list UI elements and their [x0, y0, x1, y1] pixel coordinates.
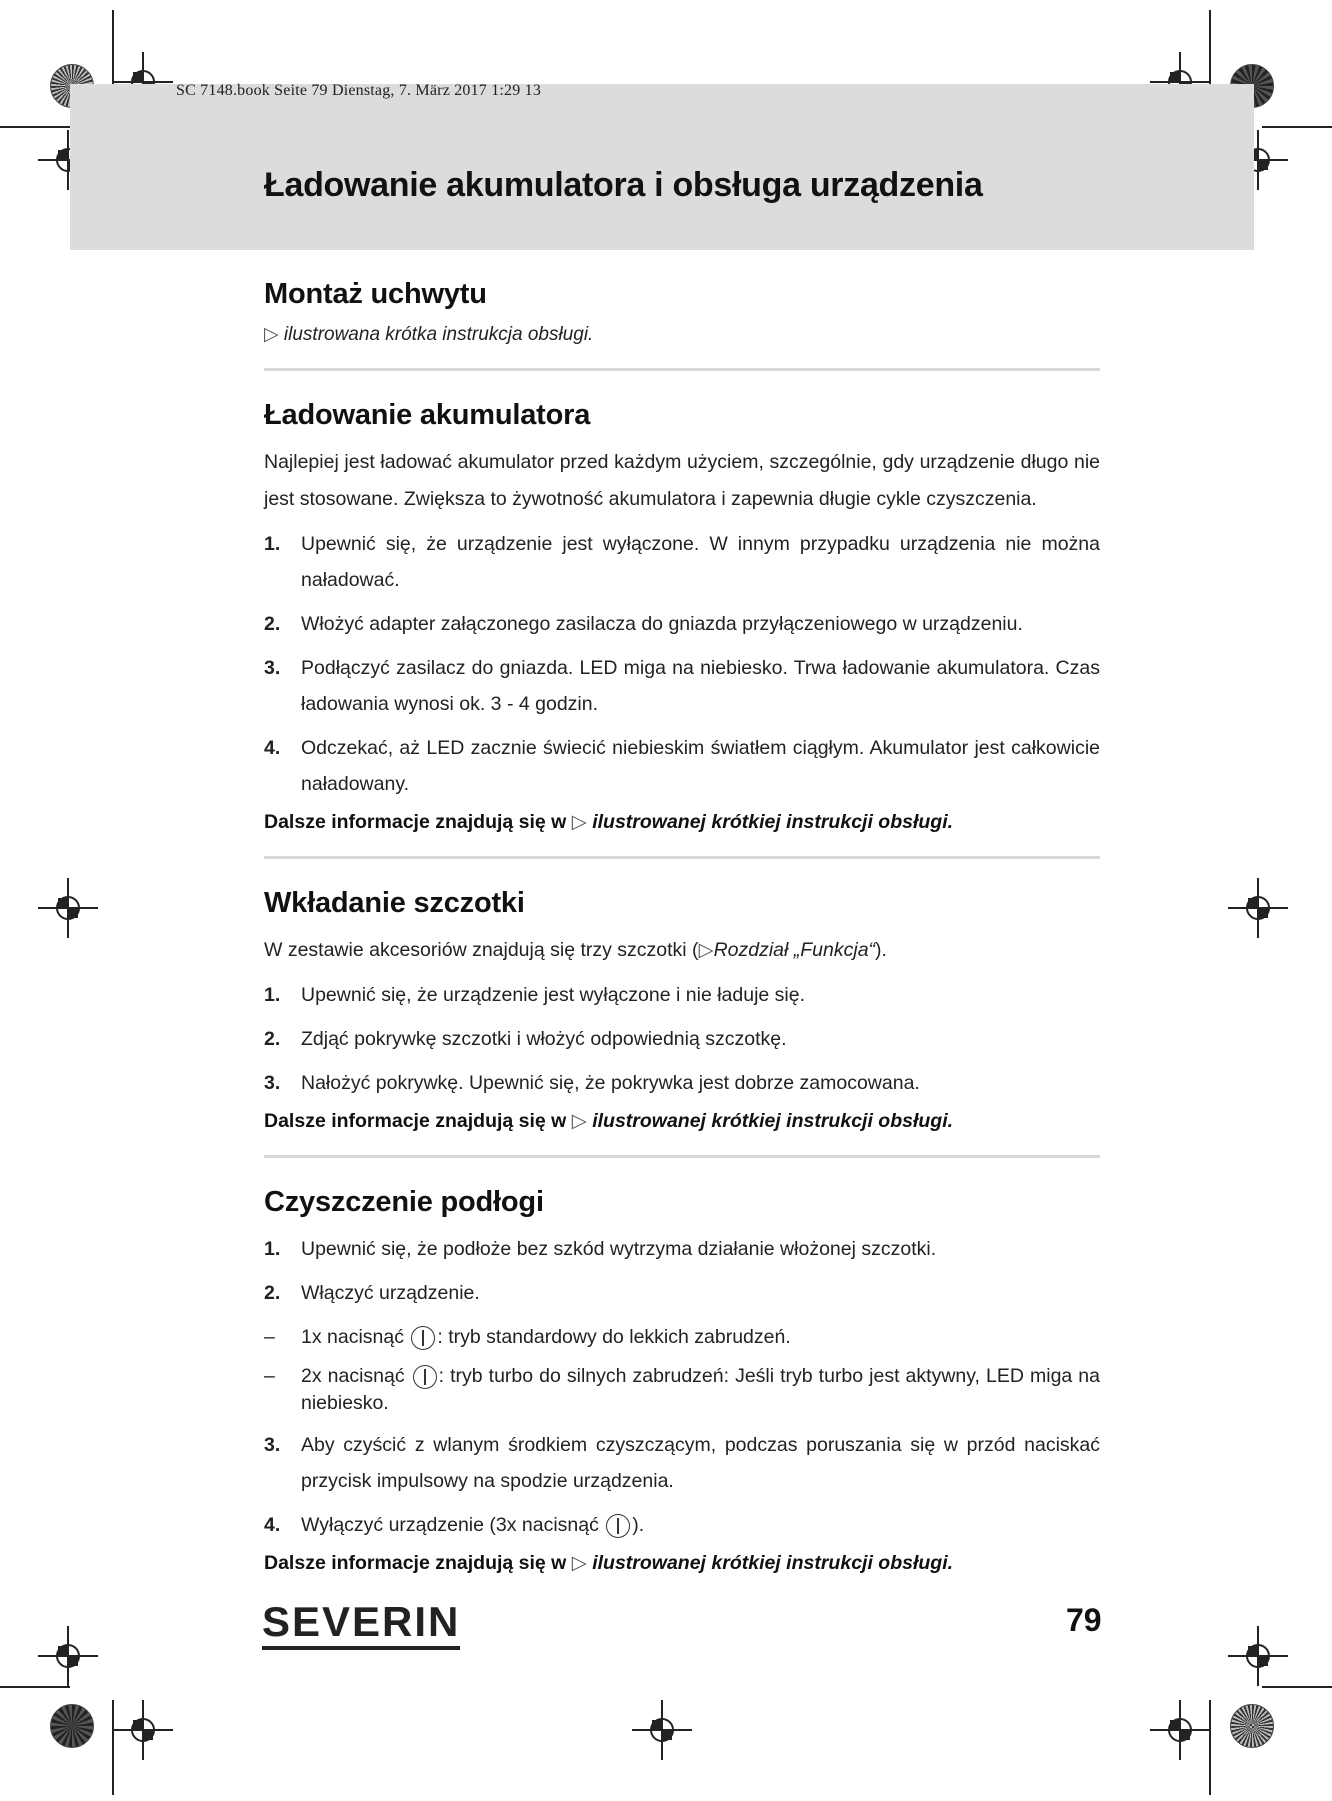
step-bullet: –	[264, 1365, 275, 1387]
step-text: Odczekać, aż LED zacznie świecić niebieskim światłem ciągłym. Akumulator jest całkowicie naładowany.	[301, 737, 1100, 795]
list-item	[264, 1427, 1100, 1499]
registration-rosette-icon	[1230, 1704, 1274, 1748]
step-number: 4.	[264, 737, 281, 759]
more-info-reference: ilustrowanej krótkiej instrukcji obsługi.	[592, 1110, 954, 1132]
more-info-prefix: Dalsze informacje znajdują się w	[264, 1110, 567, 1132]
more-info-prefix: Dalsze informacje znajdują się w	[264, 811, 567, 833]
crosshair-mark-icon	[1228, 1626, 1288, 1686]
severin-logo: SEVERIN	[262, 1600, 460, 1650]
step-text: Włączyć urządzenie.	[301, 1282, 480, 1304]
steps-list	[264, 977, 1100, 1101]
crop-mark	[1262, 1686, 1332, 1688]
triangle-right-icon: ▷	[264, 324, 279, 345]
step-text: Włożyć adapter załączonego zasilacza do gniazda przyłączeniowego w urządzeniu.	[301, 613, 1023, 635]
step-text: Nałożyć pokrywkę. Upewnić się, że pokrywka jest dobrze zamocowana.	[301, 1072, 920, 1094]
section-title: Wkładanie szczotki	[264, 887, 525, 919]
step-text: 2x nacisnąć	[301, 1365, 405, 1387]
triangle-right-icon: ▷	[698, 939, 714, 961]
crosshair-mark-icon	[113, 1700, 173, 1760]
more-info-reference: ilustrowanej krótkiej instrukcji obsługi.	[592, 811, 954, 833]
triangle-right-icon: ▷	[571, 1110, 587, 1132]
intro-reference: Rozdział „Funkcja“	[713, 939, 876, 961]
power-icon	[411, 1326, 435, 1350]
step-number: 1.	[264, 984, 281, 1006]
list-item	[264, 650, 1100, 722]
step-text: : tryb standardowy do lekkich zabrudzeń.	[437, 1326, 791, 1348]
more-info-reference: ilustrowanej krótkiej instrukcji obsługi.	[592, 1552, 954, 1574]
list-item	[264, 606, 1100, 642]
step-text: Zdjąć pokrywkę szczotki i włożyć odpowiednią szczotkę.	[301, 1028, 787, 1050]
intro-text-end: ).	[875, 939, 887, 961]
section-mount	[264, 278, 1100, 346]
step-number: 3.	[264, 1072, 281, 1094]
steps-list	[264, 526, 1100, 802]
triangle-right-icon: ▷	[571, 1552, 587, 1574]
list-item	[264, 1231, 1100, 1267]
crosshair-mark-icon	[38, 878, 98, 938]
power-icon	[413, 1365, 437, 1389]
crosshair-mark-icon	[38, 1626, 98, 1686]
list-item	[264, 977, 1100, 1013]
more-info-line	[264, 1109, 1100, 1133]
step-number: 2.	[264, 1282, 281, 1304]
step-number: 2.	[264, 1028, 281, 1050]
section-charging	[264, 399, 1100, 834]
section-title: Czyszczenie podłogi	[264, 1186, 544, 1218]
step-text: Upewnić się, że urządzenie jest wyłączone i nie ładuje się.	[301, 984, 806, 1006]
divider	[264, 368, 1100, 371]
step-number: 3.	[264, 657, 281, 679]
list-item	[264, 1065, 1100, 1101]
step-bullet: –	[264, 1326, 275, 1348]
crosshair-mark-icon	[1150, 1700, 1210, 1760]
step-number: 1.	[264, 533, 281, 555]
list-item	[264, 1275, 1100, 1311]
step-text: ).	[632, 1514, 645, 1536]
step-text: Upewnić się, że urządzenie jest wyłączone. W innym przypadku urządzenia nie można naładować.	[301, 533, 1100, 591]
step-number: 1.	[264, 1238, 281, 1260]
section-intro: Najlepiej jest ładować akumulator przed każdym użyciem, szczególnie, gdy urządzenie długo nie jest stosowane. Zwiększa to żywotność akumulatora i zapewnia długie cykle czyszczenia.	[264, 451, 1100, 510]
triangle-right-icon: ▷	[571, 811, 587, 833]
crosshair-mark-icon	[1228, 878, 1288, 938]
registration-rosette-icon	[50, 1704, 94, 1748]
crop-mark	[1262, 126, 1332, 128]
section-intro	[264, 932, 1100, 969]
list-item	[264, 1319, 1100, 1355]
reference-text: ilustrowana krótka instrukcja obsługi.	[283, 324, 594, 345]
step-number: 4.	[264, 1514, 281, 1536]
divider	[264, 856, 1100, 859]
crop-mark	[0, 126, 70, 128]
page-title: Ładowanie akumulatora i obsługa urządzenia	[264, 166, 983, 204]
step-text: 1x nacisnąć	[301, 1326, 404, 1348]
list-item	[264, 526, 1100, 598]
more-info-prefix: Dalsze informacje znajdują się w	[264, 1552, 567, 1574]
step-text: Wyłączyć urządzenie (3x nacisnąć	[301, 1514, 599, 1536]
step-text: Aby czyścić z wlanym środkiem czyszczącym, podczas poruszania się w przód naciskać przycisk impulsowy na spodzie urządzenia.	[301, 1434, 1100, 1492]
list-item	[264, 1363, 1100, 1417]
section-brush	[264, 887, 1100, 1133]
more-info-line	[264, 1551, 1100, 1575]
section-title: Montaż uchwytu	[264, 278, 487, 310]
step-number: 2.	[264, 613, 281, 635]
crop-mark	[1209, 1700, 1211, 1795]
section-title: Ładowanie akumulatora	[264, 399, 591, 431]
power-icon	[606, 1514, 630, 1538]
crop-mark	[112, 1700, 114, 1795]
page-number: 79	[1066, 1602, 1102, 1638]
step-text: Podłączyć zasilacz do gniazda. LED miga na niebiesko. Trwa ładowanie akumulatora. Czas ładowania wynosi ok. 3 - 4 godzin.	[301, 657, 1100, 715]
step-number: 3.	[264, 1434, 281, 1456]
crosshair-mark-icon	[632, 1700, 692, 1760]
step-text: : tryb turbo do silnych zabrudzeń: Jeśli tryb turbo jest aktywny, LED miga na niebiesko.	[301, 1365, 1100, 1414]
section-floor	[264, 1186, 1100, 1575]
list-item	[264, 1507, 1100, 1543]
crop-mark	[0, 1686, 70, 1688]
more-info-line	[264, 810, 1100, 834]
main-content	[264, 278, 1100, 1597]
list-item	[264, 1021, 1100, 1057]
reference-line	[264, 323, 1100, 346]
step-text: Upewnić się, że podłoże bez szkód wytrzyma działanie włożonej szczotki.	[301, 1238, 937, 1260]
steps-list	[264, 1231, 1100, 1543]
list-item	[264, 730, 1100, 802]
book-info-line: SC 7148.book Seite 79 Dienstag, 7. März 2017 1:29 13	[176, 82, 542, 99]
intro-text: W zestawie akcesoriów znajdują się trzy szczotki (	[264, 939, 699, 961]
divider	[264, 1155, 1100, 1158]
